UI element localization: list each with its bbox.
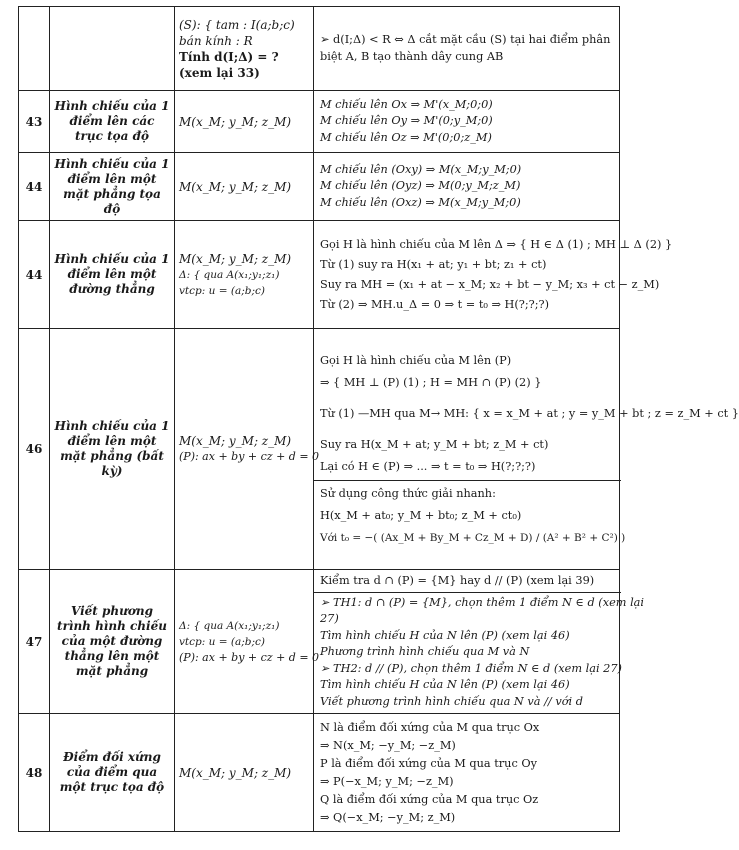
row-content: Gọi H là hình chiếu của M lên (P) ⇒ { MH ⊥ (P) (1) ; H = MH ∩ (P) (2) } Từ (1) —MH qua M→ MH: { x = x_M + at ; y = y_M + bt ; z = z_M + ct } Suy ra H(x_M + at; y_M + bt; z_M + ct) Lại có H ∈ (P) ⇒ ... ⇒ t = t₀ ⇒ H(?;?;?) Sử dụng công thức giải nhanh: H(x_M + at₀; y_M + bt₀; z_M + ct₀) Với t₀ = −( (Ax_M + By_M + Cz_M + D) / (A² + B² + C²) ) xyxy=(314,329,620,570)
row-title: Hình chiếu của 1 điểm lên các trục tọa độ xyxy=(50,91,175,153)
table-row xyxy=(19,329,620,570)
row-title: Hình chiếu của 1 điểm lên một mặt phẳng (bất kỳ) xyxy=(50,329,175,570)
row-number: 44 xyxy=(19,153,50,221)
table-row xyxy=(19,714,620,832)
row-content: N là điểm đối xứng của M qua trục Ox ⇒ N(x_M; −y_M; −z_M) P là điểm đối xứng của M qua trục Oy ⇒ P(−x_M; y_M; −z_M) Q là điểm đối xứng của M qua trục Oz ⇒ Q(−x_M; −y_M; z_M) xyxy=(314,714,620,832)
formula-table xyxy=(18,6,739,832)
row-number: 46 xyxy=(19,329,50,570)
row-title: Viết phương trình hình chiếu của một đường thẳng lên một mặt phẳng xyxy=(50,570,175,714)
row-condition: Δ: { qua A(x₁;y₁;z₁) vtcp: u = (a;b;c) (P): ax + by + cz + d = 0 xyxy=(175,570,314,714)
row-condition: M(x_M; y_M; z_M) xyxy=(175,714,314,832)
row-number: 44 xyxy=(19,221,50,329)
row-condition: M(x_M; y_M; z_M) Δ: { qua A(x₁;y₁;z₁) vtcp: u = (a;b;c) xyxy=(175,221,314,329)
row-number: 47 xyxy=(19,570,50,714)
row-content: ➢ d(I;Δ) < R ⇔ Δ cắt mặt cầu (S) tại hai điểm phân biệt A, B tạo thành dây cung AB xyxy=(314,7,620,91)
row-number xyxy=(19,7,50,91)
row-number: 48 xyxy=(19,714,50,832)
table-row xyxy=(19,570,620,714)
row-title: Điểm đối xứng của điểm qua một trục tọa độ xyxy=(50,714,175,832)
row-content: M chiếu lên Ox ⇒ M'(x_M;0;0) M chiếu lên Oy ⇒ M'(0;y_M;0) M chiếu lên Oz ⇒ M'(0;0;z_M) xyxy=(314,91,620,153)
row-condition: M(x_M; y_M; z_M) xyxy=(175,91,314,153)
table-row xyxy=(19,7,620,91)
row-content: Kiểm tra d ∩ (P) = {M} hay d // (P) (xem lại 39) ➢ TH1: d ∩ (P) = {M}, chọn thêm 1 điểm N ∈ d (xem lại 27) Tìm hình chiếu H của N lên (P) (xem lại 46) Phương trình hình chiếu qua M và N ➢ TH2: d // (P), chọn thêm 1 điểm N ∈ d (xem lại 27) Tìm hình chiếu H của N lên (P) (xem lại 46) Viết phương trình hình chiếu qua N và // với d xyxy=(314,570,620,714)
row-title: Hình chiếu của 1 điểm lên một đường thẳng xyxy=(50,221,175,329)
row-content: M chiếu lên (Oxy) ⇒ M(x_M;y_M;0) M chiếu lên (Oyz) ⇒ M(0;y_M;z_M) M chiếu lên (Oxz) ⇒ M(x_M;y_M;0) xyxy=(314,153,620,221)
divider xyxy=(314,480,621,481)
row-title xyxy=(50,7,175,91)
row-condition: (S): { tam : I(a;b;c) bán kính : R Tính d(I;Δ) = ? (xem lại 33) xyxy=(175,7,314,91)
row-title: Hình chiếu của 1 điểm lên một mặt phẳng tọa độ xyxy=(50,153,175,221)
table-row xyxy=(19,153,620,221)
table-row xyxy=(19,91,620,153)
row-number: 43 xyxy=(19,91,50,153)
row-condition: M(x_M; y_M; z_M) xyxy=(175,153,314,221)
row-content: Gọi H là hình chiếu của M lên Δ ⇒ { H ∈ Δ (1) ; MH ⊥ Δ (2) } Từ (1) suy ra H(x₁ + at; y₁ + bt; z₁ + ct) Suy ra MH = (x₁ + at − x_M; x₂ + bt − y_M; x₃ + ct − z_M) Từ (2) ⇒ MH.u_Δ = 0 ⇒ t = t₀ ⇒ H(?;?;?) xyxy=(314,221,620,329)
table-row xyxy=(19,221,620,329)
row-condition: M(x_M; y_M; z_M) (P): ax + by + cz + d = 0 xyxy=(175,329,314,570)
divider xyxy=(314,592,621,593)
